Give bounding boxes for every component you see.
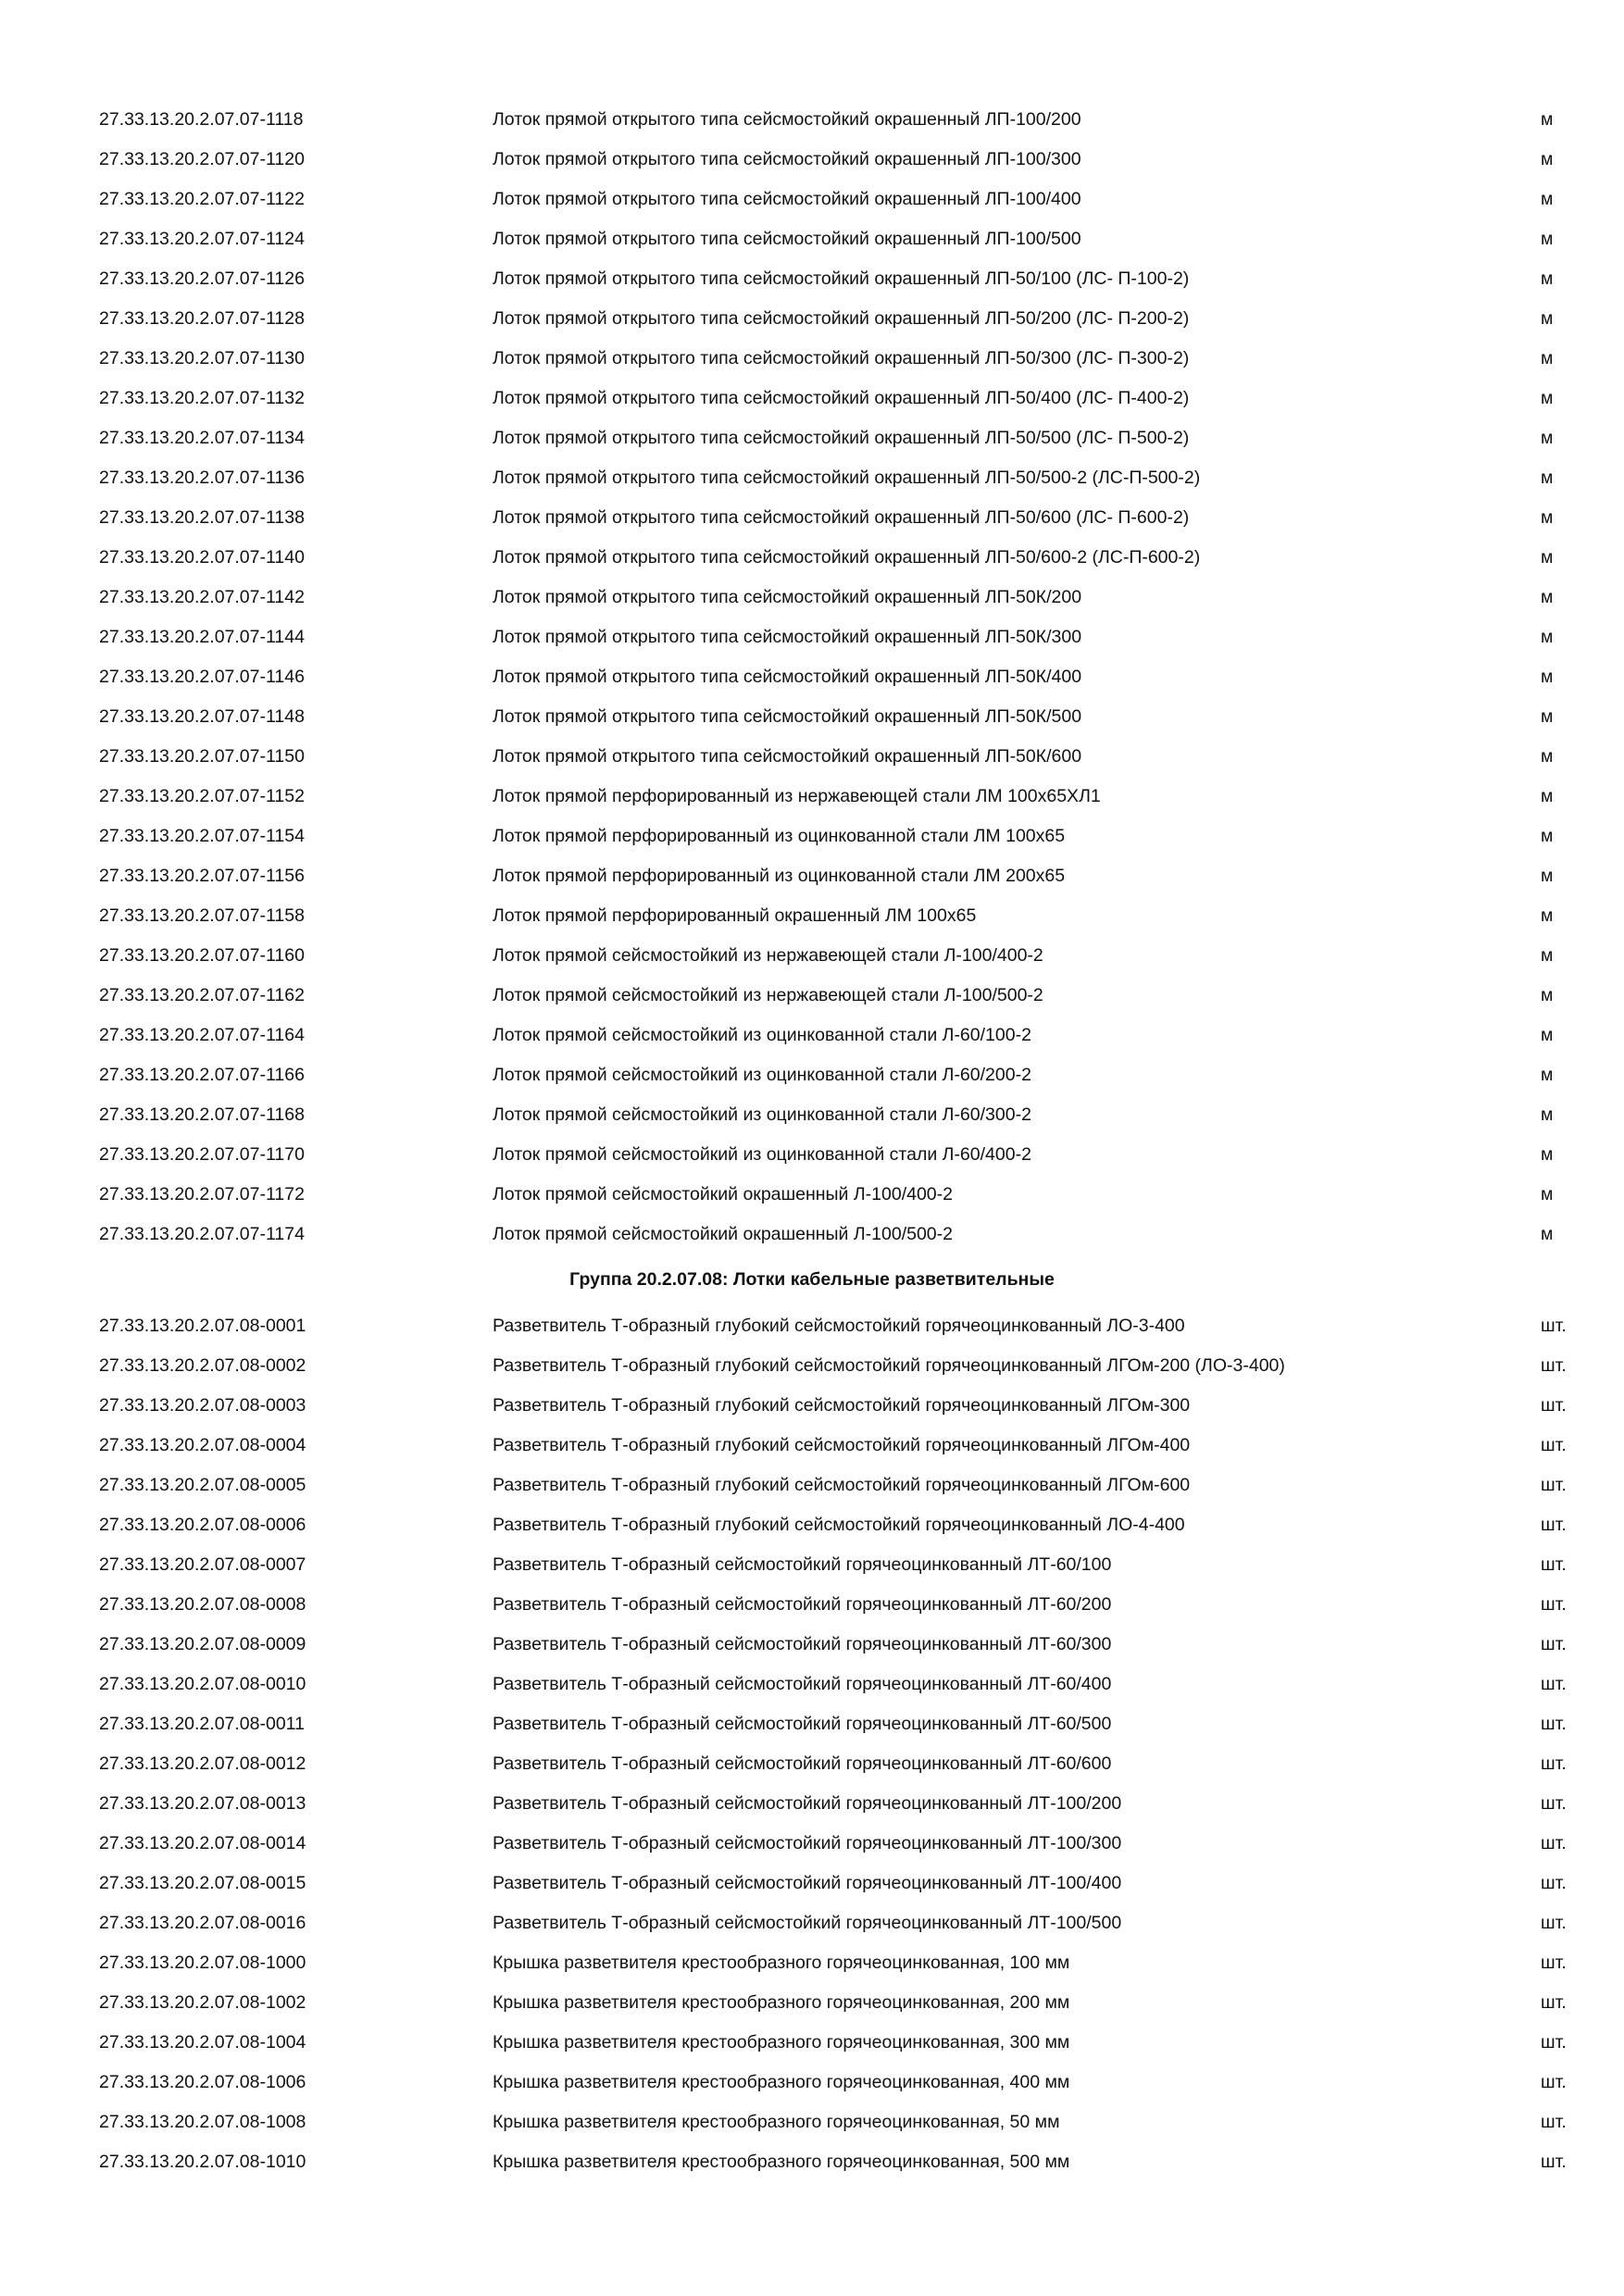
table-row — [0, 1505, 1624, 1545]
item-name: Лоток прямой открытого типа сейсмостойкий окрашенный ЛП-100/200 — [493, 109, 1081, 130]
item-name: Разветвитель Т-образный глубокий сейсмостойкий горячеоцинкованный ЛГОм-600 — [493, 1475, 1191, 1495]
item-unit: м — [1541, 985, 1554, 1005]
item-code: 27.33.13.20.2.07.07-1134 — [99, 428, 305, 448]
item-code: 27.33.13.20.2.07.08-1002 — [99, 1992, 306, 2013]
item-name: Лоток прямой открытого типа сейсмостойкий окрашенный ЛП-50/100 (ЛС- П-100-2) — [493, 268, 1190, 289]
item-code: 27.33.13.20.2.07.08-0008 — [99, 1594, 306, 1615]
item-name: Лоток прямой открытого типа сейсмостойкий окрашенный ЛП-50/400 (ЛС- П-400-2) — [493, 388, 1190, 408]
item-code: 27.33.13.20.2.07.08-0009 — [99, 1634, 306, 1654]
item-code: 27.33.13.20.2.07.07-1146 — [99, 667, 305, 687]
item-name: Крышка разветвителя крестообразного горячеоцинкованная, 100 мм — [493, 1953, 1070, 1973]
item-unit: шт. — [1541, 1515, 1567, 1535]
table-row — [0, 538, 1624, 578]
item-code: 27.33.13.20.2.07.07-1148 — [99, 706, 305, 727]
item-code: 27.33.13.20.2.07.07-1158 — [99, 905, 305, 926]
item-code: 27.33.13.20.2.07.08-1008 — [99, 2112, 306, 2132]
table-row — [0, 418, 1624, 458]
item-unit: шт. — [1541, 1594, 1567, 1615]
table-row — [0, 140, 1624, 180]
item-unit: м — [1541, 229, 1554, 249]
item-name: Разветвитель Т-образный глубокий сейсмостойкий горячеоцинкованный ЛГОм-200 (ЛО-3-400) — [493, 1355, 1285, 1376]
table-row — [0, 1095, 1624, 1135]
item-name: Разветвитель Т-образный сейсмостойкий горячеоцинкованный ЛТ-100/300 — [493, 1833, 1122, 1853]
item-unit: шт. — [1541, 2152, 1567, 2172]
item-code: 27.33.13.20.2.07.07-1156 — [99, 866, 305, 886]
item-name: Разветвитель Т-образный сейсмостойкий горячеоцинкованный ЛТ-60/300 — [493, 1634, 1112, 1654]
table-row — [0, 1346, 1624, 1386]
item-unit: шт. — [1541, 1953, 1567, 1973]
table-row — [0, 2103, 1624, 2142]
table-row — [0, 1784, 1624, 1824]
item-code: 27.33.13.20.2.07.07-1118 — [99, 109, 304, 130]
table-row — [0, 339, 1624, 379]
item-name: Разветвитель Т-образный сейсмостойкий горячеоцинкованный ЛТ-100/400 — [493, 1873, 1122, 1893]
item-code: 27.33.13.20.2.07.07-1126 — [99, 268, 305, 289]
item-code: 27.33.13.20.2.07.08-0014 — [99, 1833, 306, 1853]
item-code: 27.33.13.20.2.07.07-1120 — [99, 149, 305, 169]
item-name: Лоток прямой открытого типа сейсмостойкий окрашенный ЛП-50К/300 — [493, 627, 1082, 647]
item-unit: м — [1541, 1025, 1554, 1045]
item-name: Крышка разветвителя крестообразного горячеоцинкованная, 300 мм — [493, 2032, 1070, 2053]
item-unit: м — [1541, 627, 1554, 647]
item-unit: м — [1541, 746, 1554, 767]
table-row — [0, 1903, 1624, 1943]
item-unit: м — [1541, 866, 1554, 886]
item-name: Лоток прямой открытого типа сейсмостойкий окрашенный ЛП-50/500-2 (ЛС-П-500-2) — [493, 468, 1201, 488]
item-code: 27.33.13.20.2.07.07-1150 — [99, 746, 305, 767]
item-unit: шт. — [1541, 1554, 1567, 1575]
item-name: Лоток прямой открытого типа сейсмостойкий окрашенный ЛП-50/200 (ЛС- П-200-2) — [493, 308, 1190, 329]
item-unit: шт. — [1541, 1833, 1567, 1853]
item-code: 27.33.13.20.2.07.08-0002 — [99, 1355, 306, 1376]
item-code: 27.33.13.20.2.07.08-0003 — [99, 1395, 306, 1416]
table-row — [0, 618, 1624, 657]
item-unit: шт. — [1541, 1793, 1567, 1814]
item-name: Лоток прямой сейсмостойкий из оцинкованной стали Л-60/300-2 — [493, 1104, 1031, 1125]
table-row — [0, 578, 1624, 618]
item-name: Разветвитель Т-образный сейсмостойкий горячеоцинкованный ЛТ-60/600 — [493, 1753, 1112, 1774]
item-code: 27.33.13.20.2.07.07-1160 — [99, 945, 305, 966]
items-section-branch-trays — [0, 1306, 1624, 2182]
item-unit: м — [1541, 667, 1554, 687]
item-name: Разветвитель Т-образный глубокий сейсмостойкий горячеоцинкованный ЛГОм-300 — [493, 1395, 1191, 1416]
table-row — [0, 936, 1624, 976]
table-row — [0, 1215, 1624, 1254]
document-page — [0, 100, 1624, 2182]
item-code: 27.33.13.20.2.07.08-0006 — [99, 1515, 306, 1535]
item-code: 27.33.13.20.2.07.08-0016 — [99, 1913, 306, 1933]
item-unit: шт. — [1541, 1873, 1567, 1893]
item-unit: шт. — [1541, 1395, 1567, 1416]
table-row — [0, 856, 1624, 896]
item-unit: м — [1541, 109, 1554, 130]
item-code: 27.33.13.20.2.07.07-1162 — [99, 985, 305, 1005]
table-row — [0, 1585, 1624, 1625]
table-row — [0, 100, 1624, 140]
item-code: 27.33.13.20.2.07.07-1164 — [99, 1025, 305, 1045]
table-row — [0, 1704, 1624, 1744]
item-unit: м — [1541, 1065, 1554, 1085]
item-unit: шт. — [1541, 1634, 1567, 1654]
item-code: 27.33.13.20.2.07.08-0001 — [99, 1316, 306, 1336]
item-unit: шт. — [1541, 1316, 1567, 1336]
item-name: Лоток прямой открытого типа сейсмостойкий окрашенный ЛП-50/300 (ЛС- П-300-2) — [493, 348, 1190, 368]
item-name: Разветвитель Т-образный глубокий сейсмостойкий горячеоцинкованный ЛО-4-400 — [493, 1515, 1185, 1535]
table-row — [0, 657, 1624, 697]
item-code: 27.33.13.20.2.07.07-1172 — [99, 1184, 305, 1204]
item-code: 27.33.13.20.2.07.07-1142 — [99, 587, 305, 607]
item-name: Разветвитель Т-образный сейсмостойкий горячеоцинкованный ЛТ-60/200 — [493, 1594, 1112, 1615]
item-unit: м — [1541, 388, 1554, 408]
item-name: Лоток прямой открытого типа сейсмостойкий окрашенный ЛП-100/500 — [493, 229, 1081, 249]
table-row — [0, 1943, 1624, 1983]
item-unit: шт. — [1541, 1475, 1567, 1495]
item-unit: шт. — [1541, 1753, 1567, 1774]
item-code: 27.33.13.20.2.07.08-0010 — [99, 1674, 306, 1694]
table-row — [0, 1864, 1624, 1903]
item-unit: м — [1541, 1224, 1554, 1244]
table-row — [0, 498, 1624, 538]
table-row — [0, 259, 1624, 299]
item-name: Лоток прямой сейсмостойкий из оцинкованной стали Л-60/400-2 — [493, 1144, 1031, 1165]
item-name: Разветвитель Т-образный глубокий сейсмостойкий горячеоцинкованный ЛО-3-400 — [493, 1316, 1185, 1336]
item-name: Крышка разветвителя крестообразного горячеоцинкованная, 400 мм — [493, 2072, 1070, 2092]
table-row — [0, 1744, 1624, 1784]
table-row — [0, 1016, 1624, 1055]
item-name: Лоток прямой открытого типа сейсмостойкий окрашенный ЛП-50/600 (ЛС- П-600-2) — [493, 507, 1190, 528]
item-code: 27.33.13.20.2.07.07-1170 — [99, 1144, 305, 1165]
item-unit: м — [1541, 706, 1554, 727]
item-unit: м — [1541, 1184, 1554, 1204]
table-row — [0, 737, 1624, 777]
item-unit: м — [1541, 149, 1554, 169]
item-name: Лоток прямой сейсмостойкий из нержавеющей стали Л-100/500-2 — [493, 985, 1043, 1005]
item-unit: шт. — [1541, 1674, 1567, 1694]
item-name: Лоток прямой открытого типа сейсмостойкий окрашенный ЛП-50/500 (ЛС- П-500-2) — [493, 428, 1190, 448]
table-row — [0, 1824, 1624, 1864]
item-name: Крышка разветвителя крестообразного горячеоцинкованная, 200 мм — [493, 1992, 1070, 2013]
table-row — [0, 1055, 1624, 1095]
item-code: 27.33.13.20.2.07.07-1140 — [99, 547, 305, 568]
item-unit: м — [1541, 428, 1554, 448]
item-name: Лоток прямой перфорированный из оцинкованной стали ЛМ 200х65 — [493, 866, 1066, 886]
table-row — [0, 1175, 1624, 1215]
item-name: Лоток прямой сейсмостойкий из нержавеющей стали Л-100/400-2 — [493, 945, 1043, 966]
item-code: 27.33.13.20.2.07.08-1006 — [99, 2072, 306, 2092]
table-row — [0, 1545, 1624, 1585]
item-name: Разветвитель Т-образный сейсмостойкий горячеоцинкованный ЛТ-60/100 — [493, 1554, 1112, 1575]
item-unit: м — [1541, 945, 1554, 966]
table-row — [0, 1983, 1624, 2023]
table-row — [0, 2142, 1624, 2182]
table-row — [0, 1466, 1624, 1505]
item-unit: м — [1541, 1104, 1554, 1125]
table-row — [0, 1625, 1624, 1665]
item-unit: шт. — [1541, 2032, 1567, 2053]
table-row — [0, 1306, 1624, 1346]
item-unit: м — [1541, 1144, 1554, 1165]
table-row — [0, 299, 1624, 339]
table-row — [0, 2063, 1624, 2103]
item-name: Крышка разветвителя крестообразного горячеоцинкованная, 50 мм — [493, 2112, 1060, 2132]
table-row — [0, 896, 1624, 936]
item-code: 27.33.13.20.2.07.08-0005 — [99, 1475, 306, 1495]
item-code: 27.33.13.20.2.07.07-1128 — [99, 308, 305, 329]
table-row — [0, 817, 1624, 856]
item-unit: м — [1541, 786, 1554, 806]
item-name: Лоток прямой открытого типа сейсмостойкий окрашенный ЛП-50К/400 — [493, 667, 1082, 687]
item-name: Лоток прямой открытого типа сейсмостойкий окрашенный ЛП-100/400 — [493, 189, 1081, 209]
item-unit: м — [1541, 189, 1554, 209]
item-unit: м — [1541, 547, 1554, 568]
item-unit: шт. — [1541, 1714, 1567, 1734]
item-code: 27.33.13.20.2.07.07-1174 — [99, 1224, 305, 1244]
item-code: 27.33.13.20.2.07.07-1152 — [99, 786, 305, 806]
table-row — [0, 2023, 1624, 2063]
item-name: Разветвитель Т-образный сейсмостойкий горячеоцинкованный ЛТ-60/500 — [493, 1714, 1112, 1734]
item-code: 27.33.13.20.2.07.07-1122 — [99, 189, 305, 209]
item-name: Лоток прямой сейсмостойкий окрашенный Л-100/400-2 — [493, 1184, 953, 1204]
item-name: Лоток прямой перфорированный окрашенный ЛМ 100х65 — [493, 905, 977, 926]
item-code: 27.33.13.20.2.07.08-0012 — [99, 1753, 306, 1774]
item-name: Разветвитель Т-образный сейсмостойкий горячеоцинкованный ЛТ-60/400 — [493, 1674, 1112, 1694]
item-unit: м — [1541, 268, 1554, 289]
item-name: Лоток прямой открытого типа сейсмостойкий окрашенный ЛП-100/300 — [493, 149, 1081, 169]
table-row — [0, 1426, 1624, 1466]
group-heading: Группа 20.2.07.08: Лотки кабельные разветвительные — [569, 1269, 1055, 1290]
item-name: Лоток прямой сейсмостойкий из оцинкованной стали Л-60/200-2 — [493, 1065, 1031, 1085]
item-code: 27.33.13.20.2.07.07-1130 — [99, 348, 305, 368]
item-name: Крышка разветвителя крестообразного горячеоцинкованная, 500 мм — [493, 2152, 1070, 2172]
item-name: Лоток прямой открытого типа сейсмостойкий окрашенный ЛП-50/600-2 (ЛС-П-600-2) — [493, 547, 1201, 568]
item-unit: м — [1541, 507, 1554, 528]
item-unit: м — [1541, 308, 1554, 329]
item-code: 27.33.13.20.2.07.08-1000 — [99, 1953, 306, 1973]
item-unit: м — [1541, 468, 1554, 488]
item-code: 27.33.13.20.2.07.08-1010 — [99, 2152, 306, 2172]
table-row — [0, 1135, 1624, 1175]
table-row — [0, 1386, 1624, 1426]
table-row — [0, 697, 1624, 737]
item-code: 27.33.13.20.2.07.07-1166 — [99, 1065, 305, 1085]
item-code: 27.33.13.20.2.07.08-0015 — [99, 1873, 306, 1893]
item-name: Разветвитель Т-образный сейсмостойкий горячеоцинкованный ЛТ-100/200 — [493, 1793, 1122, 1814]
item-code: 27.33.13.20.2.07.07-1154 — [99, 826, 305, 846]
item-code: 27.33.13.20.2.07.07-1124 — [99, 229, 305, 249]
item-name: Лоток прямой сейсмостойкий из оцинкованной стали Л-60/100-2 — [493, 1025, 1031, 1045]
item-unit: м — [1541, 826, 1554, 846]
item-code: 27.33.13.20.2.07.08-1004 — [99, 2032, 306, 2053]
item-name: Лоток прямой открытого типа сейсмостойкий окрашенный ЛП-50К/200 — [493, 587, 1082, 607]
item-unit: шт. — [1541, 2072, 1567, 2092]
item-unit: м — [1541, 587, 1554, 607]
item-name: Лоток прямой открытого типа сейсмостойкий окрашенный ЛП-50К/500 — [493, 706, 1082, 727]
item-name: Разветвитель Т-образный глубокий сейсмостойкий горячеоцинкованный ЛГОм-400 — [493, 1435, 1191, 1455]
item-name: Лоток прямой открытого типа сейсмостойкий окрашенный ЛП-50К/600 — [493, 746, 1082, 767]
item-code: 27.33.13.20.2.07.08-0007 — [99, 1554, 306, 1575]
item-code: 27.33.13.20.2.07.07-1168 — [99, 1104, 305, 1125]
item-code: 27.33.13.20.2.07.07-1136 — [99, 468, 305, 488]
item-code: 27.33.13.20.2.07.08-0011 — [99, 1714, 305, 1734]
item-name: Лоток прямой перфорированный из нержавеющей стали ЛМ 100х65ХЛ1 — [493, 786, 1101, 806]
item-code: 27.33.13.20.2.07.07-1144 — [99, 627, 305, 647]
item-unit: шт. — [1541, 1992, 1567, 2013]
item-unit: м — [1541, 348, 1554, 368]
item-unit: шт. — [1541, 1355, 1567, 1376]
items-section-trays-straight — [0, 100, 1624, 1254]
item-unit: шт. — [1541, 2112, 1567, 2132]
table-row — [0, 976, 1624, 1016]
table-row — [0, 458, 1624, 498]
item-code: 27.33.13.20.2.07.07-1132 — [99, 388, 305, 408]
item-code: 27.33.13.20.2.07.08-0013 — [99, 1793, 306, 1814]
item-name: Разветвитель Т-образный сейсмостойкий горячеоцинкованный ЛТ-100/500 — [493, 1913, 1122, 1933]
table-row — [0, 180, 1624, 219]
item-name: Лоток прямой перфорированный из оцинкованной стали ЛМ 100х65 — [493, 826, 1066, 846]
table-row — [0, 379, 1624, 418]
item-unit: шт. — [1541, 1435, 1567, 1455]
item-name: Лоток прямой сейсмостойкий окрашенный Л-100/500-2 — [493, 1224, 953, 1244]
item-code: 27.33.13.20.2.07.07-1138 — [99, 507, 305, 528]
item-unit: шт. — [1541, 1913, 1567, 1933]
table-row — [0, 1665, 1624, 1704]
item-unit: м — [1541, 905, 1554, 926]
item-code: 27.33.13.20.2.07.08-0004 — [99, 1435, 306, 1455]
table-row — [0, 219, 1624, 259]
table-row — [0, 777, 1624, 817]
